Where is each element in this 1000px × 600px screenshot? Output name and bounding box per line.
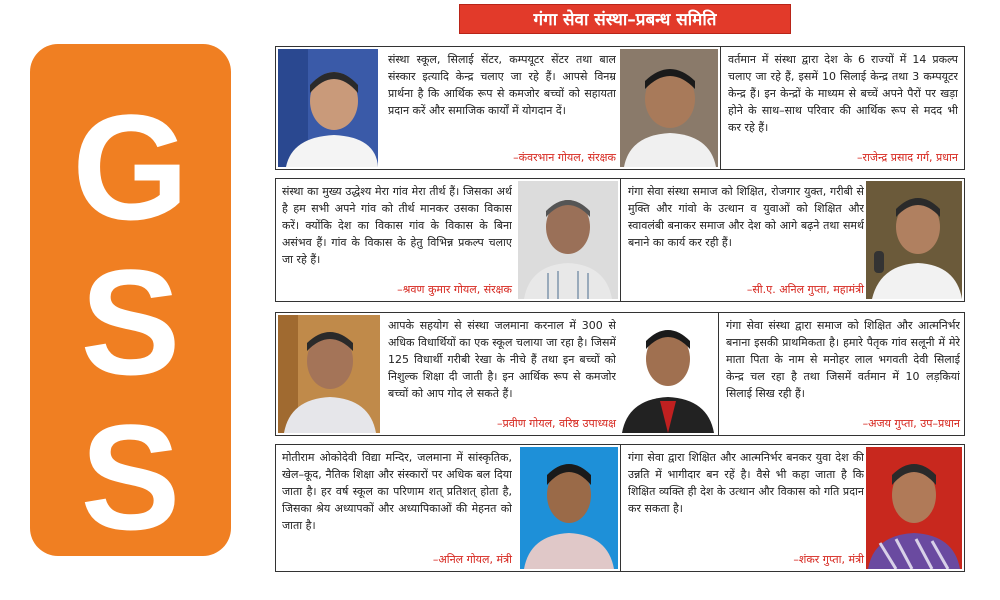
profile-photo-7 xyxy=(520,447,618,569)
profile-signature-5: –प्रवीण गोयल, वरिष्ठ उपाध्यक्ष xyxy=(496,417,616,430)
row-2-divider xyxy=(620,179,621,301)
profile-text-1: संस्था स्कूल, सिलाई सेंटर, कम्पयूटर सेंटर तथा बाल संस्कार इत्यादि केन्द्र चलाए जा रहे हैं। आपसे विनम्र प्रार्थना है कि आर्थिक रूप से कमजोर बच्चों को सहायता प्रदान करें और समाजिक कार्यों में योगदान दें। xyxy=(388,53,616,117)
profile-photo-2 xyxy=(620,49,718,167)
profile-text-5: आपके सहयोग से संस्था जलमाना करनाल में 300 से अधिक विधार्थियों का एक स्कूल चलाया जा रहा है। जिसमें 125 विधार्थी गरीबी रेखा के नीचे हैं तथा इन बच्चों को निशुल्क शिक्षा दी जाती है। इन आर्थिक रूप से कमजोर बच्चों को आप गोद ले सकते हैं। xyxy=(388,319,616,400)
profile-text-8: गंगा सेवा द्वारा शिक्षित और आत्मनिर्भर बनकर युवा देश की उन्नति में भागीदार बन रहें है। वैसे भी कहा जाता है कि शिक्षित व्यक्ति ही देश के उत्थान और विकास को गति प्रदान कर सकता है। xyxy=(628,451,864,515)
profile-photo-4 xyxy=(866,181,962,299)
logo-letter-g: G xyxy=(72,83,189,251)
profile-row-4 xyxy=(275,444,965,572)
profile-photo-3 xyxy=(518,181,618,299)
page-title-banner: गंगा सेवा संस्था–प्रबन्ध समिति xyxy=(459,4,791,34)
profile-signature-3: –श्रवण कुमार गोयल, संरक्षक xyxy=(397,283,512,296)
row-1-divider xyxy=(720,47,721,169)
profile-signature-4: –सी.ए. अनिल गुप्ता, महामंत्री xyxy=(746,283,864,296)
profile-photo-6 xyxy=(620,315,716,433)
profile-signature-2: –राजेन्द्र प्रसाद गर्ग, प्रधान xyxy=(857,151,958,164)
profile-row-1 xyxy=(275,46,965,170)
row-4-divider xyxy=(620,445,621,571)
profile-text-6: गंगा सेवा संस्था द्वारा समाज को शिक्षित और आत्मनिर्भर बनाना इसकी प्राथमिकता है। हमारे पैतृक गांव सलूनी में मेरे माता पिता के नाम से मनोहर लाल भगवती देवी सिलाई केन्द्र चल रहा है तथा जिसमें वर्तमान में 10 लड़कियां सिलाई सिख रही हैं। xyxy=(726,319,960,400)
profile-text-2: वर्तमान में संस्था द्वारा देश के 6 राज्यों में 14 प्रकल्प चलाए जा रहे हैं, इसमें 10 सिलाई केन्द्र तथा 3 कम्पयूटर केन्द्र हैं। इन केन्द्रों के माध्यम से बच्चें अपने पैरों पर खड़ा होने के साथ–साथ परिवार की आर्थिक रूप से मदद भी कर रहे हैं। xyxy=(728,53,958,134)
profile-signature-1: –कंवरभान गोयल, संरक्षक xyxy=(513,151,616,164)
profile-row-2 xyxy=(275,178,965,302)
profile-signature-8: –शंकर गुप्ता, मंत्री xyxy=(793,553,864,566)
profile-text-3: संस्था का मुख्य उद्धेश्य मेरा गांव मेरा तीर्थ हैं। जिसका अर्थ है हम सभी अपने गांव को तीर्थ मानकर उसका विकास करें। क्योंकि देश का विकास गांव के विकास के बिना असंभव हैं। गांव के विकास के हेतु विभिन्न प्रकल्प चलाए जा रहे हैं। xyxy=(282,185,512,266)
logo-letter-s2: S xyxy=(80,393,181,561)
profile-text-7: मोतीराम ओकोदेवी विद्या मन्दिर, जलमाना में सांस्कृतिक, खेल–कूद, नैतिक शिक्षा और संस्कारों पर अधिक बल दिया जाता है। हर वर्ष स्कूल का परिणाम शत् प्रतिशत् होता है, जिसका श्रेय अध्यापकों और अध्यापिकाओं की मेहनत को जाता है। xyxy=(282,451,512,532)
gss-logo xyxy=(30,44,231,561)
profile-row-3 xyxy=(275,312,965,436)
profile-photo-1 xyxy=(278,49,378,167)
profile-signature-6: –अजय गुप्ता, उप–प्रधान xyxy=(862,417,960,430)
row-3-divider xyxy=(718,313,719,435)
profile-photo-8 xyxy=(866,447,962,569)
profile-signature-7: –अनिल गोयल, मंत्री xyxy=(432,553,512,566)
profile-photo-5 xyxy=(278,315,380,433)
profile-text-4: गंगा सेवा संस्था समाज को शिक्षित, रोजगार युक्त, गरीबी से मुक्ति और गांवो के उत्थान व युवाओं को शिक्षित और स्वावलंबी बनाकर समाज और देश को आगे बढ़ने तथा समर्थ बनाने का कार्य कर रही हैं। xyxy=(628,185,864,249)
logo-letter-s1: S xyxy=(80,238,181,406)
